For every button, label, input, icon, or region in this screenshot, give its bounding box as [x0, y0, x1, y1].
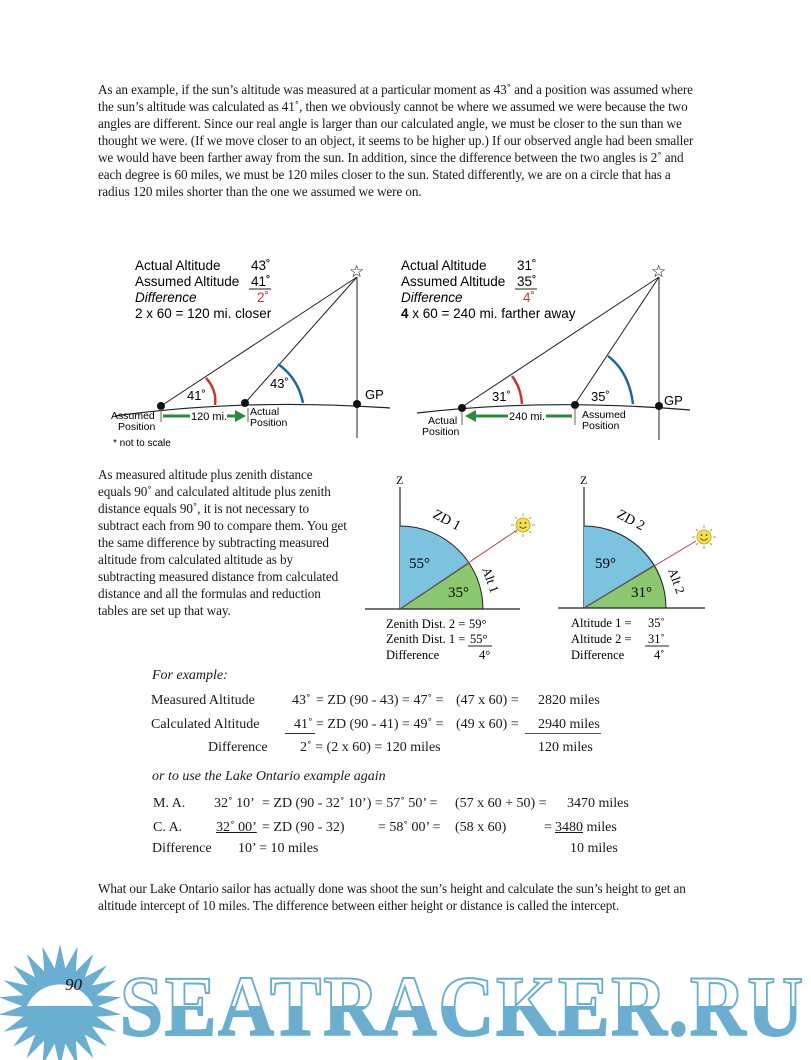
right-position-line2: Position — [250, 417, 288, 429]
example1-row2-label: Calculated Altitude — [151, 717, 260, 732]
example1-diff-total: 120 miles — [538, 740, 593, 755]
row2-value: 55° — [470, 632, 488, 646]
left-position-line1: Actual — [428, 415, 458, 427]
zd-angle: 59° — [595, 556, 616, 572]
result-rest: x 60 = 240 mi. farther away — [408, 306, 576, 321]
result-multiplier: 4 — [401, 306, 409, 321]
intro-paragraph: As an example, if the sun’s altitude was measured at a particular moment as 43˚ and a position was assumed where the sun’s altitude was calculated as 41˚, then we obviously cannot be where we assumed we were because the two angles are different. Since our real angle is larger than our calculated angle, we must be closer to the sun than we thought we were. (If we move closer to an object, it seems to be higher up.) If our observed angle had been smaller we would have been farther away from the sun. In addition, since the difference between the two angles is 2˚ and each degree is 60 miles, we must be 120 miles closer to the sun. Stated differently, we are on a circle that has a radius 120 miles shorter than the one we assumed we were on. — [98, 82, 694, 199]
assumed-altitude-value: 41˚ — [251, 274, 271, 289]
left-position-line1: Assumed — [111, 410, 155, 422]
example2-row2-alt: 32˚ 00’ — [216, 820, 257, 835]
example1-row2-miles: 2940 miles — [538, 717, 600, 732]
row1-label: Zenith Dist. 2 = — [386, 617, 466, 631]
example2-heading: or to use the Lake Ontario example again — [152, 769, 386, 784]
angle-large-label: 35˚ — [591, 389, 610, 404]
gp-label: GP — [664, 393, 683, 408]
row2-value: 31˚ — [648, 632, 665, 646]
example2-row2-label: C. A. — [153, 820, 183, 835]
example2-diff-label: Difference — [152, 841, 212, 856]
angle-arc-red — [512, 376, 522, 404]
row2-label: Altitude 2 = — [571, 632, 632, 646]
example2-row2-zd2: = 58˚ 00’ = — [378, 820, 441, 835]
difference-label: Difference — [135, 290, 197, 305]
example1-subtract-line — [285, 733, 315, 734]
result-text: 2 x 60 = 120 mi. closer — [135, 306, 272, 321]
star-icon: ☆ — [651, 262, 667, 281]
angle-small-label: 41˚ — [187, 388, 206, 403]
angle-small-label: 31˚ — [492, 389, 511, 404]
example1-row2-alt: 41˚ — [294, 717, 313, 732]
assumed-altitude-value: 35˚ — [517, 274, 537, 289]
difference-value: 4˚ — [523, 290, 536, 305]
miles-unit: miles — [583, 820, 617, 835]
gp-point — [655, 402, 663, 410]
example2-row2-calc: (58 x 60) — [455, 820, 507, 835]
alt-angle: 35° — [448, 585, 469, 601]
miles-number: 3480 — [555, 820, 583, 835]
angle-arc-red — [206, 378, 215, 405]
right-position-line2: Position — [582, 420, 620, 432]
zenith-axis-label: Z — [580, 473, 588, 487]
left-position-line2: Position — [422, 426, 460, 438]
altitude-closer-diagram — [105, 250, 395, 450]
example2-row1-zd: = ZD (90 - 32˚ 10’) = 57˚ 50’ = — [262, 796, 438, 811]
angle-arc-blue — [608, 356, 633, 404]
actual-position-point — [241, 399, 249, 407]
example1-total-line — [525, 733, 601, 734]
example2-row1-calc: (57 x 60 + 50) = — [455, 796, 547, 811]
example1-row2-zd: = ZD (90 - 41) = 49˚ = — [316, 717, 444, 732]
example1-row1-alt: 43˚ — [292, 693, 311, 708]
example2-diff-total: 10 miles — [570, 841, 618, 856]
ray-assumed — [575, 277, 659, 404]
example1-row1-label: Measured Altitude — [151, 693, 255, 708]
row1-value: 35˚ — [648, 616, 665, 630]
example2-row1-label: M. A. — [153, 796, 186, 811]
page-number: 90 — [65, 975, 82, 994]
miles-unit: miles — [595, 796, 629, 811]
row3-label: Difference — [571, 648, 625, 662]
smiling-sun-icon — [511, 513, 535, 537]
example1-row1-zd: = ZD (90 - 43) = 47˚ = — [316, 693, 444, 708]
assumed-altitude-label: Assumed Altitude — [135, 274, 240, 289]
actual-position-point — [458, 404, 466, 412]
watermark-text: SEATRACKER.RU — [120, 958, 805, 1054]
angle-large-label: 43˚ — [270, 376, 289, 391]
zd-angle: 55° — [409, 556, 430, 572]
example2-diff-value: 10’ = 10 miles — [238, 841, 319, 856]
actual-altitude-value: 31˚ — [517, 258, 537, 273]
alt-label: Alt 2 — [665, 565, 689, 596]
miles-number: 3470 — [567, 796, 595, 811]
right-position-line1: Actual — [250, 406, 280, 418]
result-text — [401, 306, 576, 321]
zenith-diagram-2 — [550, 465, 750, 665]
distance-label: 240 mi. — [509, 411, 546, 423]
arrow-head-left-icon — [465, 410, 476, 422]
assumed-position-point — [157, 402, 165, 410]
watermark-logo — [120, 955, 810, 1055]
zenith-diagram-1 — [355, 465, 555, 665]
row1-label: Altitude 1 = — [571, 616, 632, 630]
actual-altitude-label: Actual Altitude — [401, 258, 487, 273]
example2-row2-zd: = ZD (90 - 32) — [262, 820, 345, 835]
gp-label: GP — [365, 387, 384, 402]
example1-diff-value: 2˚ = (2 x 60) = 120 miles — [300, 740, 441, 755]
example1-row2-calc: (49 x 60) = — [456, 717, 519, 732]
row1-value: 59° — [469, 617, 487, 631]
difference-value: 2˚ — [257, 290, 270, 305]
altitude-farther-diagram — [395, 250, 695, 450]
page-number-sunburst — [0, 940, 140, 1060]
actual-altitude-label: Actual Altitude — [135, 258, 221, 273]
gp-point — [353, 400, 361, 408]
zenith-axis-label: Z — [396, 473, 404, 487]
zd-label: ZD 2 — [614, 507, 647, 535]
zenith-paragraph: As measured altitude plus zenith distance equals 90˚ and calculated altitude plus zenith distance equals 90˚, it is not necessary to subtract each from 90 to compare them. You get the same difference by subtracting measured altitude from calculated altitude as by subtracting measured distance from calculated distance and all the formulas and reduction tables are set up that way. — [98, 467, 347, 618]
example1-heading: For example: — [152, 668, 228, 683]
left-position-line2: Position — [118, 421, 156, 433]
assumed-position-point — [571, 401, 579, 409]
example1-diff-label: Difference — [208, 740, 268, 755]
zd-label: ZD 1 — [430, 507, 463, 535]
smiling-sun-icon — [692, 525, 716, 549]
right-position-line1: Assumed — [582, 409, 626, 421]
actual-altitude-value: 43˚ — [251, 258, 271, 273]
row3-label: Difference — [386, 648, 440, 662]
example2-row1-alt: 32˚ 10’ — [214, 796, 255, 811]
not-to-scale-note: * not to scale — [113, 438, 171, 449]
example1-row1-miles: 2820 miles — [538, 693, 600, 708]
arrow-head-right-icon — [235, 410, 246, 422]
row3-value: 4˚ — [654, 648, 665, 662]
alt-label: Alt 1 — [479, 564, 503, 595]
row2-label: Zenith Dist. 1 = — [386, 632, 466, 646]
distance-label: 120 mi. — [191, 411, 228, 423]
example2-row2-miles — [555, 820, 617, 836]
conclusion-paragraph: What our Lake Ontario sailor has actually done was shoot the sun’s height and calculate the sun’s height to get an altitude intercept of 10 miles. The difference between either height or distance is called the intercept. — [98, 881, 686, 913]
example1-row1-calc: (47 x 60) = — [456, 693, 519, 708]
assumed-altitude-label: Assumed Altitude — [401, 274, 506, 289]
example2-row2-eq: = — [544, 820, 552, 835]
earth-surface — [417, 405, 690, 413]
alt-angle: 31° — [631, 585, 652, 601]
row3-value: 4° — [479, 648, 491, 662]
star-icon: ☆ — [349, 262, 365, 281]
difference-label: Difference — [401, 290, 463, 305]
example2-row1-miles — [567, 796, 629, 812]
